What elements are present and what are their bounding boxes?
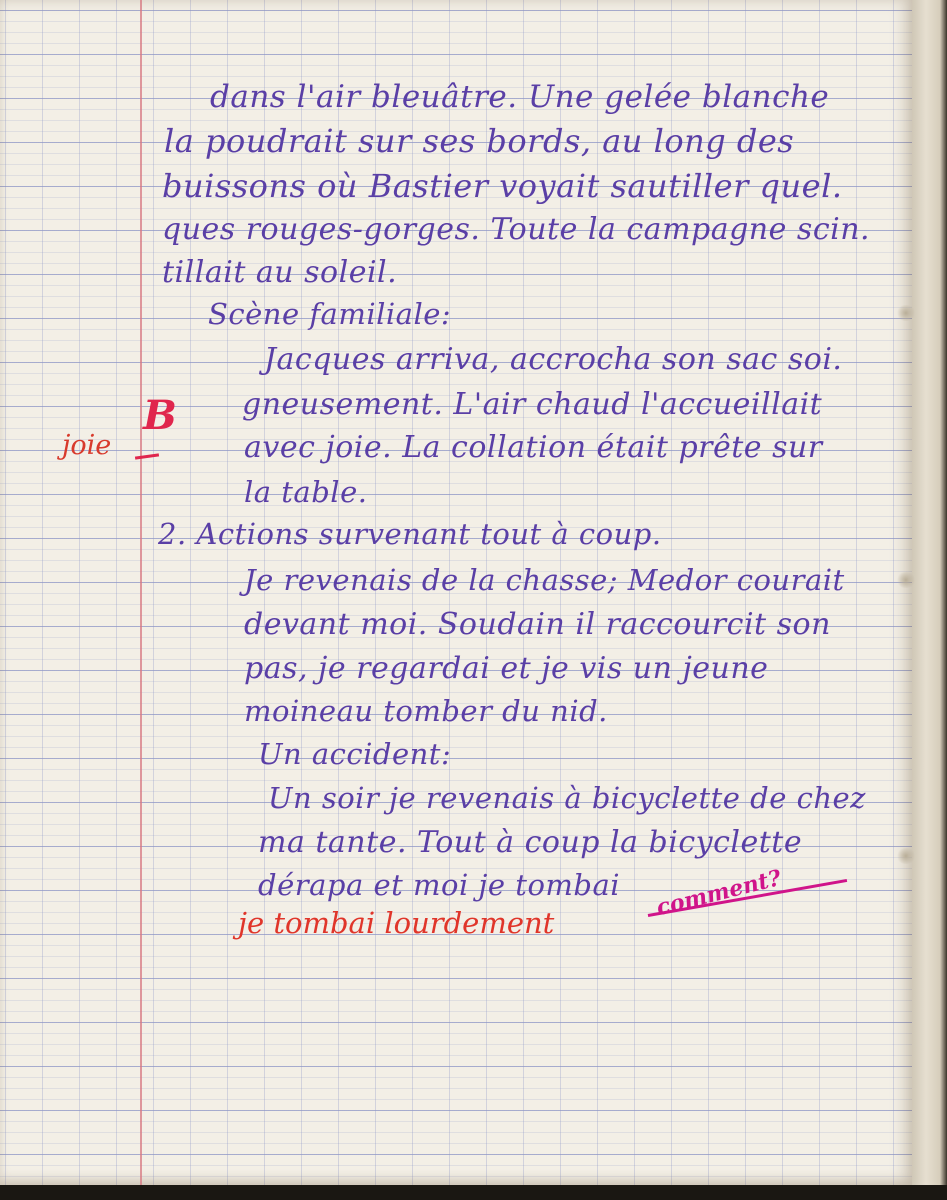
text-line-12: Je revenais de la chasse; Medor courait	[244, 563, 845, 597]
text-line-2: la poudrait sur ses bords, au long des	[164, 122, 795, 160]
text-line-10: la table.	[244, 475, 368, 509]
margin-correction-joie: joie	[62, 430, 112, 461]
text-line-5: tillait au soleil.	[162, 255, 398, 290]
text-line-3: buissons où Bastier voyait sautiller quel.	[162, 167, 843, 205]
page-edge	[912, 0, 947, 1200]
correction-note: je tombai lourdement	[238, 906, 555, 940]
grade-mark: B	[143, 392, 177, 439]
text-line-17: Un soir je revenais à bicyclette de chez	[268, 781, 866, 815]
section-heading-accident: Un accident:	[258, 737, 452, 771]
text-line-14: pas, je regardai et je vis un jeune	[244, 651, 769, 686]
text-line-1: dans l'air bleuâtre. Une gelée blanche	[210, 79, 830, 115]
grade-dash	[135, 453, 159, 459]
text-line-7: Jacques arriva, accrocha son sac soi.	[264, 342, 843, 377]
binding-hole	[896, 305, 916, 321]
binding-hole	[896, 848, 916, 864]
text-line-19: dérapa et moi je tombai	[258, 868, 621, 902]
text-line-8: gneusement. L'air chaud l'accueillait	[242, 387, 823, 422]
section-heading-scene: Scène familiale:	[208, 297, 452, 331]
binding-hole	[896, 572, 916, 588]
text-line-13: devant moi. Soudain il raccourcit son	[244, 607, 831, 642]
text-line-9: avec joie. La collation était prête sur	[244, 430, 823, 465]
text-line-15: moineau tomber du nid.	[244, 694, 608, 728]
background-edge	[0, 1185, 947, 1200]
section-heading-actions: 2. Actions survenant tout à coup.	[158, 517, 662, 551]
teacher-comment: comment?	[653, 864, 784, 922]
margin-line	[140, 0, 142, 1185]
text-line-4: ques rouges-gorges. Toute la campagne scin.	[162, 212, 871, 247]
text-line-18: ma tante. Tout à coup la bicyclette	[258, 825, 803, 860]
